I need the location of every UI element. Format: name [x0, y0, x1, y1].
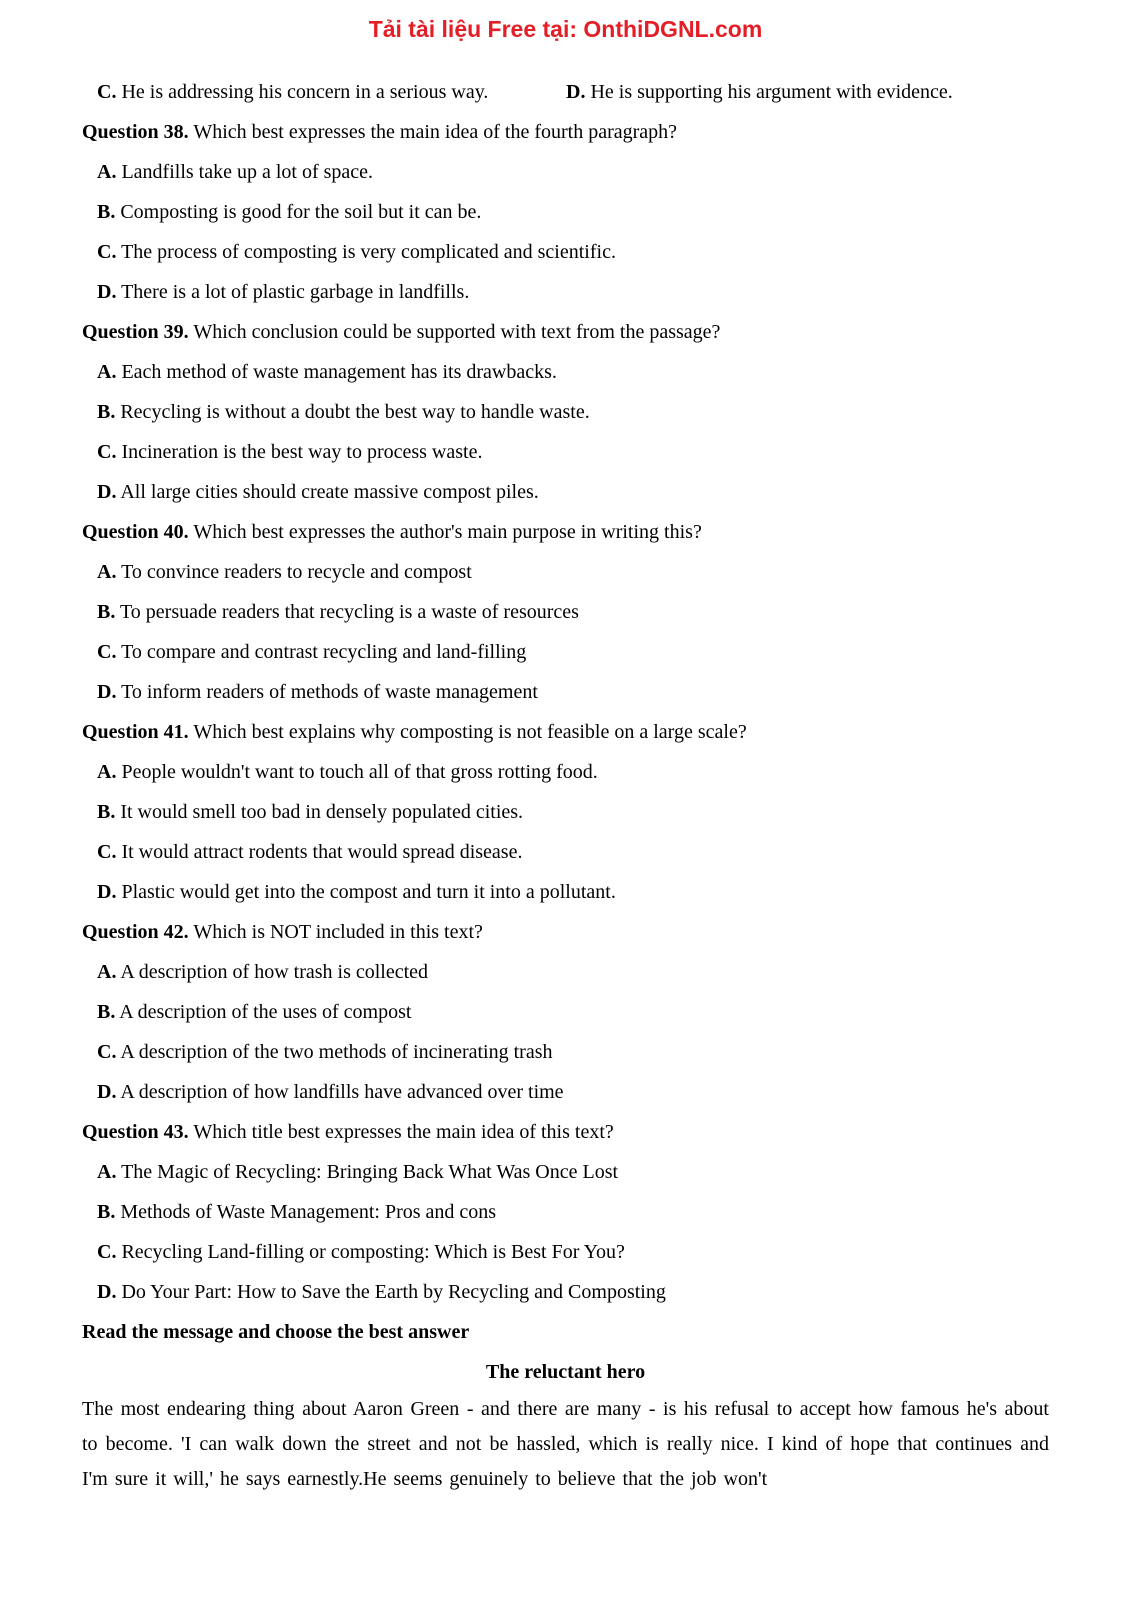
question-block: [82, 912, 1049, 1112]
option-text: Recycling Land-filling or composting: Which is Best For You?: [116, 1241, 625, 1263]
option-row: [82, 832, 1049, 872]
option-row: [82, 1152, 1049, 1192]
option-text: Recycling is without a doubt the best way to handle waste.: [115, 401, 590, 423]
section-instruction: Read the message and choose the best answer: [82, 1321, 470, 1343]
option-letter: D.: [97, 1081, 117, 1103]
option-letter: B.: [97, 601, 116, 623]
option-row: [82, 872, 1049, 912]
option-letter: C.: [97, 1041, 117, 1063]
option-letter: B.: [97, 401, 116, 423]
question-number: Question 41.: [82, 721, 189, 743]
option-row: [82, 992, 1049, 1032]
option-text: A description of how landfills have advanced over time: [116, 1081, 564, 1103]
option-text: The process of composting is very complicated and scientific.: [116, 241, 616, 263]
option-letter: B.: [97, 201, 116, 223]
option-letter: C.: [97, 641, 117, 663]
option-row: [82, 192, 1049, 232]
option-row: [82, 152, 1049, 192]
option-text: Methods of Waste Management: Pros and cons: [115, 1201, 497, 1223]
option-text: Do Your Part: How to Save the Earth by Recycling and Composting: [116, 1281, 666, 1303]
passage-text: The most endearing thing about Aaron Green - and there are many - is his refusal to accept how famous he's about to become. 'I can walk down the street and not be hassled, which is really nice. I kind of hope that continues and I'm sure it will,' he says earnestly.He seems genuinely to believe that the job won't: [82, 1398, 1049, 1490]
question-number: Question 43.: [82, 1121, 189, 1143]
option-letter: D.: [97, 681, 117, 703]
option-row: [82, 592, 1049, 632]
question-stem: [82, 912, 1049, 952]
option-letter: D.: [97, 881, 117, 903]
option-row: [82, 1032, 1049, 1072]
option-row: [82, 1272, 1049, 1312]
option-letter: C.: [97, 841, 117, 863]
question-stem: [82, 1112, 1049, 1152]
question-block: [82, 1112, 1049, 1312]
question-text: Which conclusion could be supported with text from the passage?: [188, 321, 721, 343]
option-letter: A.: [97, 961, 117, 983]
option-letter: D.: [97, 481, 117, 503]
question-stem: [82, 512, 1049, 552]
option-row: [82, 272, 1049, 312]
option-letter: C.: [97, 81, 117, 103]
option-row: [82, 672, 1049, 712]
question-block: [82, 712, 1049, 912]
question-number: Question 39.: [82, 321, 189, 343]
option-row: [82, 552, 1049, 592]
option-row: [82, 232, 1049, 272]
option-text: A description of the two methods of incinerating trash: [116, 1041, 553, 1063]
option-letter: A.: [97, 361, 117, 383]
question-stem: [82, 712, 1049, 752]
option-letter: D.: [566, 81, 586, 103]
option-row: [82, 952, 1049, 992]
option-row: [82, 392, 1049, 432]
option-text: People wouldn't want to touch all of that gross rotting food.: [116, 761, 598, 783]
option-text: Each method of waste management has its drawbacks.: [116, 361, 557, 383]
option-letter: C.: [97, 241, 117, 263]
option-text: Composting is good for the soil but it can be.: [115, 201, 482, 223]
question-number: Question 40.: [82, 521, 189, 543]
option-text: A description of how trash is collected: [116, 961, 429, 983]
question-number: Question 42.: [82, 921, 189, 943]
option-row: [82, 432, 1049, 472]
questions-container: [82, 112, 1049, 1312]
option-row: [82, 632, 1049, 672]
option-text: To compare and contrast recycling and land-filling: [116, 641, 527, 663]
option-text: A description of the uses of compost: [115, 1001, 412, 1023]
question-text: Which title best expresses the main idea of this text?: [188, 1121, 614, 1143]
site-banner: Tải tài liệu Free tại: OnthiDGNL.com: [368, 16, 763, 42]
option-letter: B.: [97, 1001, 116, 1023]
option-row: [82, 352, 1049, 392]
option-row: [82, 472, 1049, 512]
option-letter: B.: [97, 801, 116, 823]
option-text: He is supporting his argument with evidence.: [585, 81, 953, 103]
question-text: Which best expresses the main idea of the fourth paragraph?: [188, 121, 678, 143]
option-row: [82, 792, 1049, 832]
option-letter: C.: [97, 1241, 117, 1263]
question-stem: [82, 112, 1049, 152]
option-text: To convince readers to recycle and compost: [116, 561, 472, 583]
question-block: [82, 112, 1049, 312]
question-block: [82, 512, 1049, 712]
option-letter: C.: [97, 441, 117, 463]
option-letter: D.: [97, 1281, 117, 1303]
carryover-option: [97, 81, 488, 103]
option-text: To inform readers of methods of waste management: [116, 681, 538, 703]
option-row: [82, 1232, 1049, 1272]
option-text: Landfills take up a lot of space.: [116, 161, 374, 183]
option-row: [82, 1192, 1049, 1232]
option-letter: A.: [97, 561, 117, 583]
option-text: To persuade readers that recycling is a waste of resources: [115, 601, 579, 623]
option-letter: A.: [97, 161, 117, 183]
carryover-options-row: [82, 72, 1049, 112]
question-text: Which best explains why composting is not feasible on a large scale?: [188, 721, 747, 743]
option-text: It would attract rodents that would spread disease.: [116, 841, 523, 863]
option-letter: A.: [97, 1161, 117, 1183]
option-letter: B.: [97, 1201, 116, 1223]
option-row: [82, 1072, 1049, 1112]
question-block: [82, 312, 1049, 512]
option-text: The Magic of Recycling: Bringing Back What Was Once Lost: [116, 1161, 619, 1183]
question-text: Which is NOT included in this text?: [188, 921, 483, 943]
option-text: Plastic would get into the compost and turn it into a pollutant.: [116, 881, 616, 903]
question-number: Question 38.: [82, 121, 189, 143]
option-text: He is addressing his concern in a serious way.: [116, 81, 489, 103]
question-text: Which best expresses the author's main purpose in writing this?: [188, 521, 702, 543]
carryover-option: [566, 72, 953, 112]
option-letter: A.: [97, 761, 117, 783]
passage-title: The reluctant hero: [485, 1361, 646, 1383]
option-letter: D.: [97, 281, 117, 303]
option-text: It would smell too bad in densely populated cities.: [115, 801, 524, 823]
option-text: Incineration is the best way to process waste.: [116, 441, 483, 463]
option-row: [82, 752, 1049, 792]
question-stem: [82, 312, 1049, 352]
option-text: All large cities should create massive compost piles.: [116, 481, 539, 503]
option-text: There is a lot of plastic garbage in landfills.: [116, 281, 470, 303]
